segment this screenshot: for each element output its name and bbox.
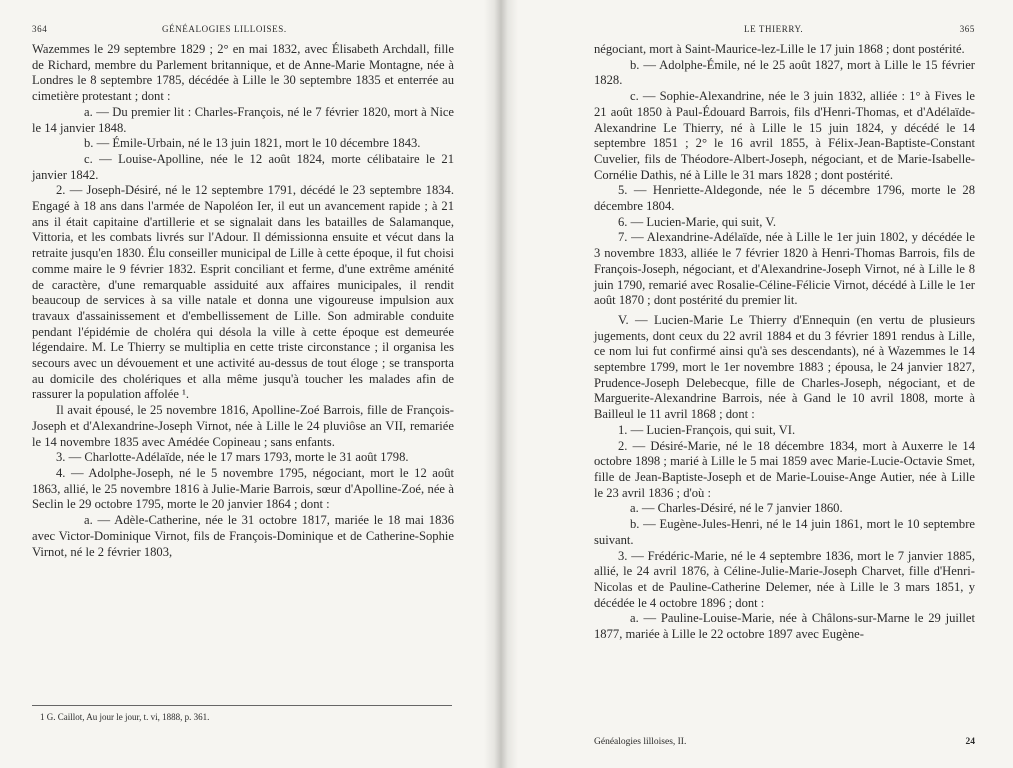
paragraph: a. — Du premier lit : Charles-François, né le 7 février 1820, mort à Nice le 14 janvier 1848. bbox=[32, 104, 454, 135]
paragraph: 4. — Adolphe-Joseph, né le 5 novembre 1795, négociant, mort le 12 août 1863, allié, le 25 novembre 1816 à Julie-Marie Barrois, sœur d'Apolline-Zoé, née à Seclin le 29 octobre 1795, morte le 20 janvier 1864 ; dont : bbox=[32, 465, 454, 512]
left-running-head: GÉNÉALOGIES LILLOISES. bbox=[162, 24, 287, 34]
left-page bbox=[0, 0, 484, 768]
footer-title: Généalogies lilloises, II. bbox=[594, 737, 687, 747]
right-page bbox=[518, 0, 1013, 768]
paragraph: b. — Eugène-Jules-Henri, né le 14 juin 1861, mort le 10 septembre suivant. bbox=[594, 517, 975, 547]
paragraph: a. — Charles-Désiré, né le 7 janvier 1860. bbox=[630, 501, 843, 516]
paragraph: V. — Lucien-Marie Le Thierry d'Ennequin (en vertu de plusieurs jugements, dont ceux du 22 avril 1884 et du 3 février 1891 rendus à Lille, ce nom lui fut confirmé ainsi qu'à ses descendants), né à Wazemmes le 14 septembre 1799, mort le 1er novembre 1883 ; épousa, le 24 janvier 1827, Prudence-Joseph Delebecque, fille de Charles-Joseph, négociant, et de Marguerite-Alexandrine Barrois, née à Gand le 10 avril 1808, morte à Bailleul le 11 avril 1868 ; dont : bbox=[594, 312, 975, 422]
paragraph: 6. — Lucien-Marie, qui suit, V. bbox=[618, 214, 776, 229]
paragraph: 2. — Désiré-Marie, né le 18 décembre 1834, mort à Auxerre le 14 octobre 1898 ; marié à Lille le 5 mai 1859 avec Marie-Lucie-Octavie Smet, fille de Jean-Baptiste-Joseph et de Marie-Louise-Ange Autier, née à Lille le 23 avril 1836 ; d'où : bbox=[594, 438, 975, 500]
right-page-number: 365 bbox=[959, 24, 975, 34]
paragraph: 3. — Charlotte-Adélaïde, née le 17 mars 1793, morte le 31 août 1798. bbox=[56, 450, 409, 465]
paragraph: c. — Louise-Apolline, née le 12 août 1824, morte célibataire le 21 janvier 1842. bbox=[32, 151, 454, 182]
paragraph: a. — Adèle-Catherine, née le 31 octobre 1817, mariée le 18 mai 1836 avec Victor-Dominique Virnot, fils de François-Dominique et de Catherine-Sophie Virnot, né le 2 février 1803, bbox=[32, 513, 454, 559]
book-gutter bbox=[484, 0, 518, 768]
paragraph: 5. — Henriette-Aldegonde, née le 5 décembre 1796, morte le 28 décembre 1804. bbox=[594, 183, 975, 214]
footnote-divider bbox=[32, 705, 452, 706]
left-page-number: 364 bbox=[32, 24, 48, 34]
paragraph: a. — Pauline-Louise-Marie, née à Châlons-sur-Marne le 29 juillet 1877, mariée à Lille le 22 octobre 1897 avec Eugène- bbox=[594, 611, 975, 642]
paragraph: b. — Adolphe-Émile, né le 25 août 1827, mort à Lille le 15 février 1828. bbox=[594, 57, 975, 88]
paragraph: 2. — Joseph-Désiré, né le 12 septembre 1791, décédé le 23 septembre 1834. Engagé à 18 ans dans l'armée de Napoléon Ier, il eut un avancement rapide ; à 21 ans il était capitaine d'artillerie et se signalait dans les batailles de Salamanque, Vittoria, et les combats livrés sur l'Adour. Il démissionna ensuite et vécut dans la retraite jusqu'en 1830. Élu conseiller municipal de Lille à cette époque, il fut choisi comme maire le 9 février 1832. Esprit conciliant et ferme, d'une extrême aménité de caractère, d'une remarquable assiduité aux affaires municipales, il rendit beaucoup de services à sa ville natale et donna une vigoureuse impulsion aux travaux d'assainissement et d'embellissement de Lille. Son admirable conduite pendant l'épidémie de choléra qui désola la ville à cette époque est demeurée légendaire. M. Le Thierry se multiplia en cette triste circonstance ; il organisa les secours avec un dévouement et une activité au-dessus de tout éloge ; se transporta au domicile des cholériques et alla même jusqu'à toucher les malades afin de rassurer la population affolée ¹. bbox=[32, 183, 454, 402]
paragraph: 1. — Lucien-François, qui suit, VI. bbox=[618, 422, 796, 437]
paragraph: c. — Sophie-Alexandrine, née le 3 juin 1832, alliée : 1° à Fives le 21 août 1850 à Paul-Édouard Barrois, fils d'Henri-Thomas, et d'Adélaïde-Alexandrine Le Thierry, né à Lille le 15 juin 1824, y décédé le 14 septembre 1851 ; 2° le 16 avril 1855, à Félix-Jean-Baptiste-Constant Cuvelier, fils de Théodore-Albert-Joseph, négociant, et de Marie-Isabelle-Cornélie Dathis, né à Lille le 31 mars 1828 ; dont postérité. bbox=[594, 89, 975, 182]
right-running-head: LE THIERRY. bbox=[744, 24, 804, 34]
paragraph: négociant, mort à Saint-Maurice-lez-Lille le 17 juin 1868 ; dont postérité. bbox=[594, 42, 965, 56]
footnote: 1 G. Caillot, Au jour le jour, t. vi, 1888, p. 361. bbox=[40, 712, 210, 722]
paragraph: Il avait épousé, le 25 novembre 1816, Apolline-Zoé Barrois, fille de François-Joseph et d'Alexandrine-Joseph Virnot, née à Lille le 24 pluviôse an VII, remariée le 14 novembre 1835 avec Amédée Copineau ; sans enfants. bbox=[32, 403, 454, 449]
paragraph: 7. — Alexandrine-Adélaïde, née à Lille le 1er juin 1802, y décédée le 3 novembre 1833, alliée le 7 février 1820 à Henri-Thomas Barrois, fils de François-Joseph, négociant, et d'Alexandrine-Joseph Virnot, né à Lille le 8 juin 1790, remarié avec Rosalie-Céline-Félicie Virnot, décédé à Lille le 1er août 1870 ; dont postérité du premier lit. bbox=[594, 230, 975, 308]
left-body-text bbox=[32, 42, 454, 560]
paragraph: b. — Émile-Urbain, né le 13 juin 1821, mort le 10 décembre 1843. bbox=[84, 136, 421, 151]
paragraph: 3. — Frédéric-Marie, né le 4 septembre 1836, mort le 7 janvier 1885, allié, le 24 avril 1876, à Céline-Julie-Marie-Joseph Charvet, fille d'Henri-Nicolas et de Pauline-Catherine Delemer, née à Lille le 3 mars 1851, y décédée le 4 octobre 1896 ; dont : bbox=[594, 548, 975, 610]
paragraph: Wazemmes le 29 septembre 1829 ; 2° en mai 1832, avec Élisabeth Archdall, fille de Richard, membre du Parlement britannique, et de Anne-Marie Montagne, née à Londres le 8 septembre 1785, décédée à Lille le 30 septembre 1835 et enterrée au cimetière protestant ; dont : bbox=[32, 42, 454, 104]
footer-signature: 24 bbox=[965, 737, 975, 747]
right-body-text bbox=[594, 42, 975, 643]
